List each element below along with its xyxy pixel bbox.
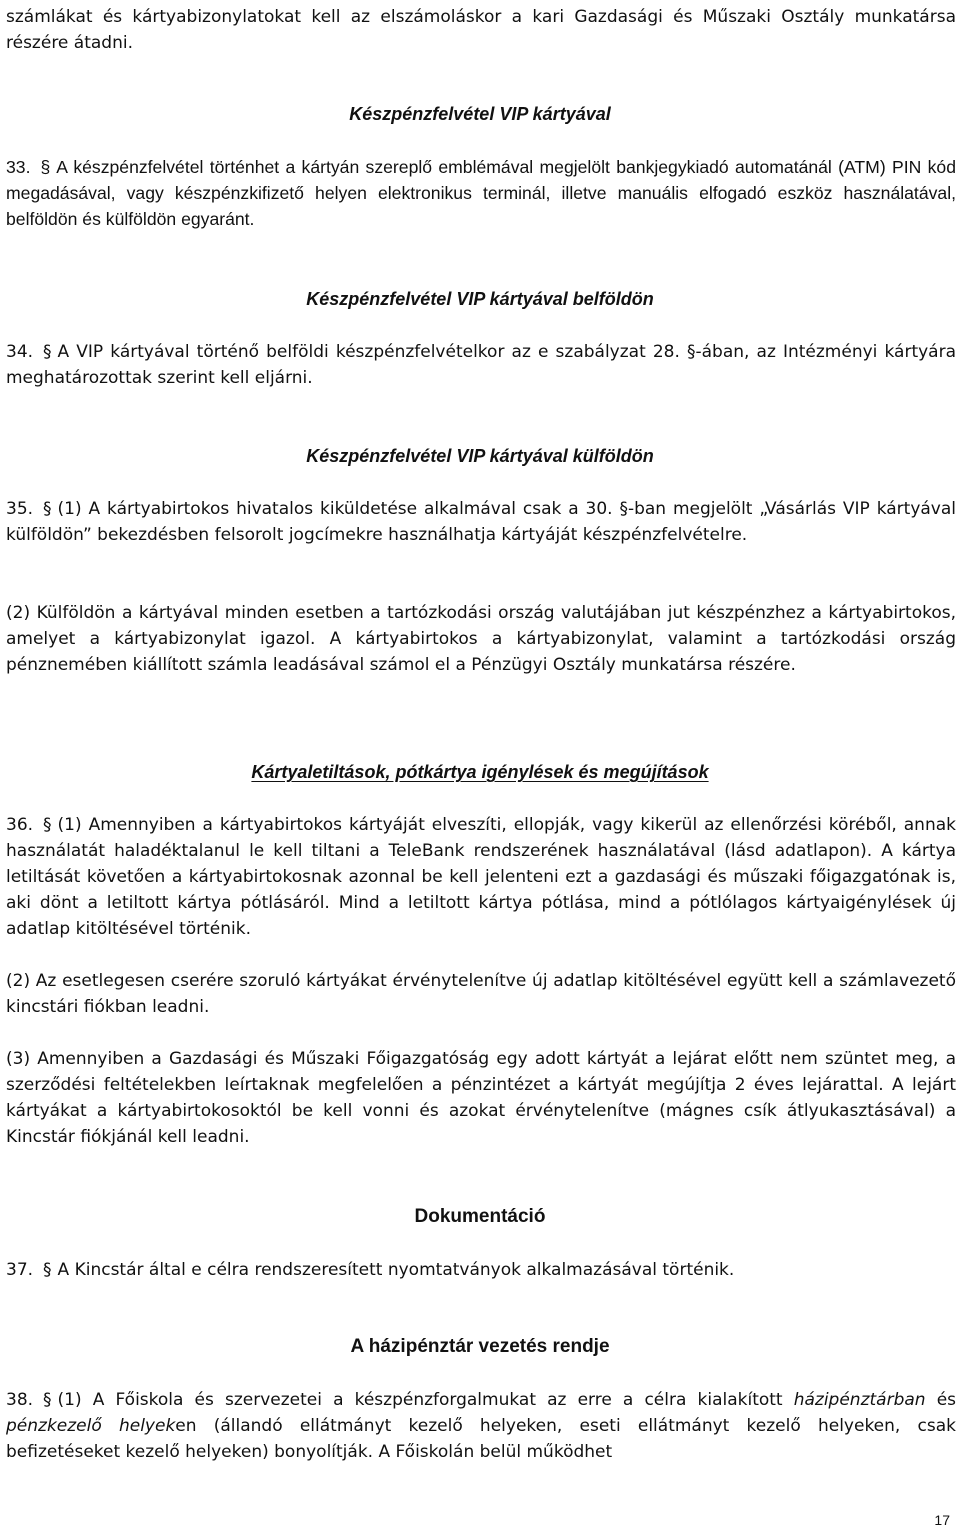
section-sign: § [43, 1390, 52, 1410]
paragraph-36 [6, 812, 956, 942]
paragraph-36-3: (3) Amennyiben a Gazdasági és Műszaki Főigazgatóság egy adott kártyát a lejárat előtt nem szüntet meg, a szerződési feltételekben leírtaknak megfelelően a pénzintézet a kártyát megújítja 2 éves lejárattal. A lejárt kártyákat a kártyabirtokosoktól be kell vonni és azokat érvénytelenítve (mágnes csík átlyukasztásával) a Kincstár fiókjánál kell leadni. [6, 1049, 956, 1147]
paragraph-35-2: (2) Külföldön a kártyával minden esetben a tartózkodási ország valutájában jut készpénzhez a kártyabirtokos, amelyet a kártyabizonylat igazol. A kártyabirtokos a kártyabizonylat, valamint a tartózkodási ország pénznemében kiállított számla leadásával számol el a Pénzügyi Osztály munkatársa részére. [6, 603, 956, 675]
paragraph-number: 35. [6, 499, 34, 519]
paragraph-36-2: (2) Az esetlegesen cserére szoruló kártyákat érvénytelenítve új adatlap kitöltésével együtt kell a számlavezető kincstári fiókban leadni. [6, 971, 956, 1017]
heading-petty-cash: A házipénztár vezetés rendje [350, 1336, 610, 1357]
paragraph-number: 36. [6, 815, 34, 835]
paragraph-text: en (állandó ellátmányt kezelő helyeken, eseti ellátmányt kezelő helyeken, csak befizetéseket kezelő helyeken) bonyolítják. A Főiskolán belül működhet [6, 1416, 957, 1462]
paragraph-35 [6, 496, 956, 548]
heading-documentation: Dokumentáció [414, 1206, 546, 1227]
paragraph-text: és [936, 1390, 957, 1410]
paragraph-number: 38. [6, 1390, 34, 1410]
paragraph-continuation: számlákat és kártyabizonylatokat kell az elszámoláskor a kari Gazdasági és Műszaki Osztály munkatársa részére átadni. [6, 7, 956, 53]
paragraph-34 [6, 339, 956, 391]
paragraph-text: A készpénzfelvétel történhet a kártyán szereplő emblémával megjelölt bankjegykiadó automatánál (ATM) PIN kód megadásával, vagy készpénzkifizető helyen elektronikus terminál, illetve manuális elfogadó eszköz használatával, belföldön és külföldön egyaránt. [6, 157, 956, 229]
paragraph-text: (1) A Főiskola és szervezetei a készpénzforgalmukat az erre a célra kialakított [57, 1390, 783, 1410]
paragraph-number: 37. [6, 1260, 34, 1280]
paragraph-text: A VIP kártyával történő belföldi készpénzfelvételkor az e szabályzat 28. §-ában, az Intézményi kártyára meghatározottak szerint kell eljárni. [6, 342, 956, 388]
paragraph-33 [6, 154, 956, 232]
paragraph-number: 33. [6, 157, 31, 177]
paragraph-number: 34. [6, 342, 34, 362]
section-sign: § [43, 815, 52, 835]
page-number: 17 [934, 1512, 950, 1528]
section-sign: § [43, 1260, 52, 1280]
heading-cash-withdrawal: Készpénzfelvétel VIP kártyával [349, 104, 611, 124]
paragraph-37 [6, 1257, 956, 1283]
section-sign: § [40, 157, 51, 177]
paragraph-text: (1) A kártyabirtokos hivatalos kiküldetése alkalmával csak a 30. §-ban megjelölt „Vásárlás VIP kártyával külföldön” bekezdésben felsorolt jogcímekre használhatja kártyáját készpénzfelvételre. [6, 499, 956, 545]
section-sign: § [43, 499, 52, 519]
heading-cash-withdrawal-abroad: Készpénzfelvétel VIP kártyával külföldön [306, 446, 654, 466]
paragraph-text: (1) Amennyiben a kártyabirtokos kártyáját elveszíti, ellopják, vagy kikerül az ellenőrzési köréből, annak használatát haladéktalanul le kell tiltani a TeleBank rendszerének használatával (lásd adatlapon). A kártya letiltását követően a kártyabirtokosnak azonnal be kell jelenteni ezt a gazdasági és műszaki főigazgatónak is, aki dönt a letiltott kártya pótlásáról. Mind a letiltott kártya pótlása, mind a pótlólagos kártyaigénylések új adatlap kitöltésével történik. [6, 815, 956, 939]
emphasis-text: pénzkezelő helyek [6, 1416, 176, 1436]
heading-cash-withdrawal-domestic: Készpénzfelvétel VIP kártyával belföldön [306, 289, 654, 309]
paragraph-text: A Kincstár által e célra rendszeresített nyomtatványok alkalmazásával történik. [57, 1260, 735, 1280]
paragraph-38 [6, 1387, 956, 1465]
section-sign: § [43, 342, 52, 362]
heading-card-blocking: Kártyaletiltások, pótkártya igénylések és megújítások [251, 762, 709, 782]
emphasis-text: házipénztárban [793, 1390, 926, 1410]
